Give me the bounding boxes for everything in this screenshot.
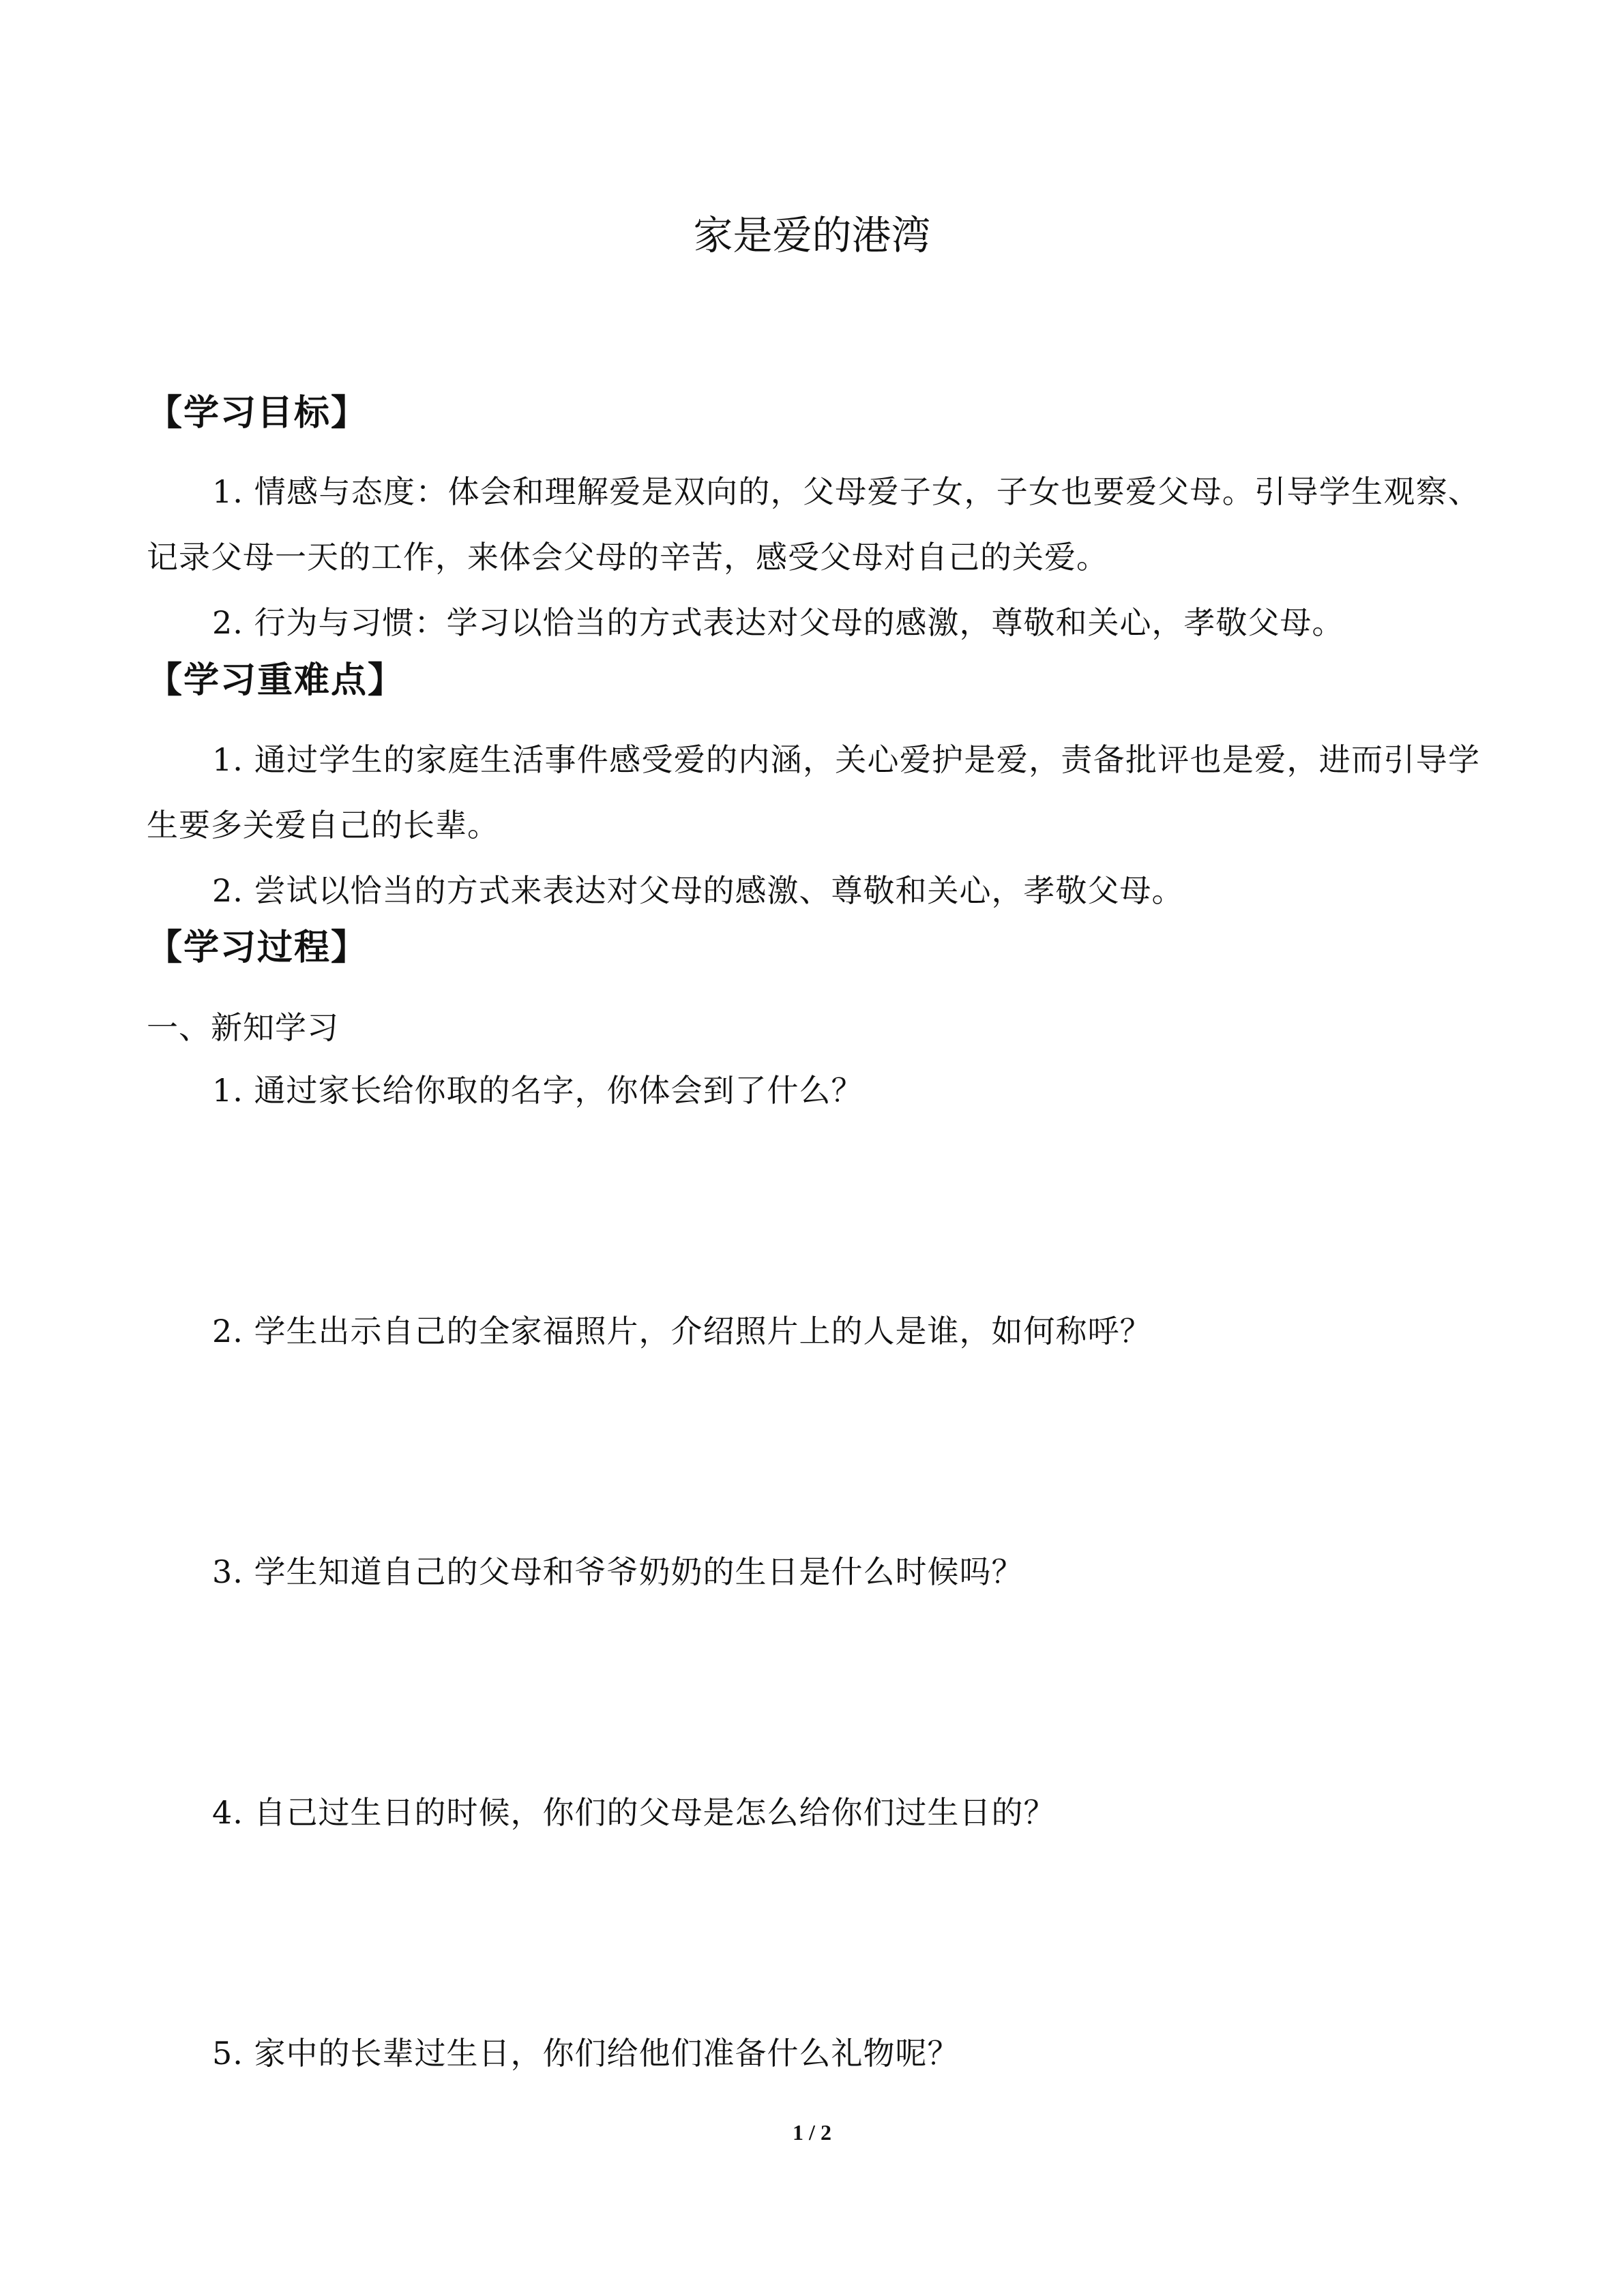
- section-heading-key-points: 【学习重难点】: [147, 659, 405, 701]
- question-4: 4. 自己过生日的时候，你们的父母是怎么给你们过生日的？: [212, 1794, 1056, 1831]
- section-heading-goals: 【学习目标】: [147, 392, 368, 434]
- question-1: 1. 通过家长给你取的名字，你体会到了什么？: [212, 1072, 863, 1109]
- key-point-item-1: 1. 通过学生的家庭生活事件感受爱的内涵，关心爱护是爱，责备批评也是爱，进而引导学生要多关爱自己的长辈。: [147, 741, 1480, 844]
- document-title: 家是爱的港湾: [693, 212, 931, 258]
- question-5: 5. 家中的长辈过生日，你们给他们准备什么礼物呢？: [212, 2035, 960, 2072]
- page-number: 1 / 2: [793, 2120, 831, 2145]
- question-3: 3. 学生知道自己的父母和爷爷奶奶的生日是什么时候吗？: [212, 1553, 1024, 1590]
- question-2: 2. 学生出示自己的全家福照片，介绍照片上的人是谁，如何称呼？: [212, 1313, 1152, 1350]
- section-heading-process: 【学习过程】: [147, 927, 368, 968]
- goal-item-1: 1. 情感与态度：体会和理解爱是双向的，父母爱子女，子女也要爱父母。引导学生观察、记录父母一天的工作，来体会父母的辛苦，感受父母对自己的关爱。: [147, 473, 1480, 576]
- goal-item-2: 2. 行为与习惯：学习以恰当的方式表达对父母的感激，尊敬和关心，孝敬父母。: [212, 604, 1344, 641]
- part-label-new-knowledge: 一、新知学习: [147, 1009, 339, 1046]
- key-point-item-2: 2. 尝试以恰当的方式来表达对父母的感激、尊敬和关心，孝敬父母。: [212, 872, 1184, 909]
